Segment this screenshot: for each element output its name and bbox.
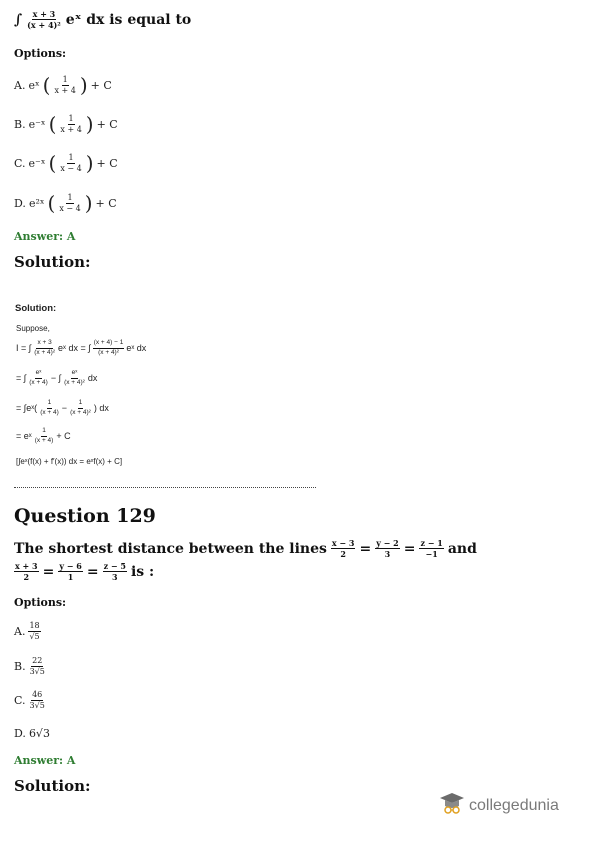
graduation-cap-icon [438, 790, 466, 821]
option-fraction: $\frac{1}{x + 4}$ [54, 74, 76, 95]
solution-line-3: = ∫eˣ( $\frac{1}{(x + 4)}$ − $\frac{1}{\text{(x + 4)²}}$ ) dx [16, 399, 109, 416]
solution-heading: Solution: [14, 253, 91, 271]
solution-line-1: I = ∫ $\frac{x + 3}{\text{(x + 4)²}}$ eˣ dx = ∫ $\frac{(x + 4) - 1}{\text{(x + 4)²}}$ eˣ dx [16, 339, 147, 356]
option-fraction: $\frac{1}{x - 4}$ [60, 152, 82, 173]
option-b[interactable]: B. e⁻ˣ ( $\frac{1}{x + 4}$ ) + C [14, 112, 118, 136]
solution-image [14, 300, 324, 475]
option-d[interactable]: D. e²ˣ ( $\frac{1}{x - 4}$ ) + C [14, 191, 117, 215]
option-a[interactable]: A. eˣ ( $\frac{1}{x + 4}$ ) + C [14, 73, 112, 97]
section-divider [14, 487, 316, 488]
option-c[interactable]: C. $\frac{46}{3√5}$ [14, 690, 45, 710]
option-c[interactable]: C. e⁻ˣ ( $\frac{1}{x - 4}$ ) + C [14, 151, 118, 175]
brand-name: collegedunia [469, 796, 559, 814]
solution-suppose: Suppose, [16, 324, 50, 333]
options-label: Options: [14, 47, 67, 60]
brand-logo [438, 790, 559, 821]
stem-tail: eˣ dx is equal to [65, 11, 192, 28]
option-d[interactable]: D. 6√3 [14, 727, 50, 740]
option-fraction: $\frac{1}{x + 4}$ [60, 113, 82, 134]
option-fraction: $\frac{1}{x - 4}$ [59, 192, 81, 213]
option-b[interactable]: B. $\frac{22}{3√5}$ [14, 656, 45, 676]
question-heading: Question 129 [14, 505, 156, 527]
solution-image-title: Solution: [15, 303, 57, 314]
question-text-line-1: The shortest distance between the lines $\frac{x - 3}{2}$ = $\frac{y - 2}{3}$ = $\frac{z - 1}{-1}$ and [14, 538, 477, 559]
option-a[interactable]: A. $\frac{18}{√5}$ [14, 621, 40, 641]
solution-line-5: [∫eˣ(f(x) + f′(x)) dx = eˣf(x) + C] [16, 457, 123, 466]
question-stem [14, 10, 191, 29]
question-text-line-2: $\frac{x + 3}{2}$ = $\frac{y - 6}{1}$ = $\frac{z - 5}{3}$ is : [15, 561, 155, 582]
integral-sign: ∫ [14, 11, 23, 28]
solution-line-2: = ∫ $\frac{\text{eˣ}}{(x + 4)}$ − ∫ $\frac{\text{eˣ}}{\text{(x + 4)²}}$ dx [16, 369, 98, 386]
options-label: Options: [14, 596, 67, 609]
stem-fraction: $\frac{x + 3}{\text{(x + 4)²}}$ [27, 9, 61, 30]
solution-line-4: = eˣ $\frac{1}{(x + 4)}$ + C [16, 427, 71, 444]
answer-text: Answer: A [14, 230, 76, 243]
answer-text: Answer: A [14, 754, 76, 767]
solution-heading: Solution: [14, 777, 91, 795]
